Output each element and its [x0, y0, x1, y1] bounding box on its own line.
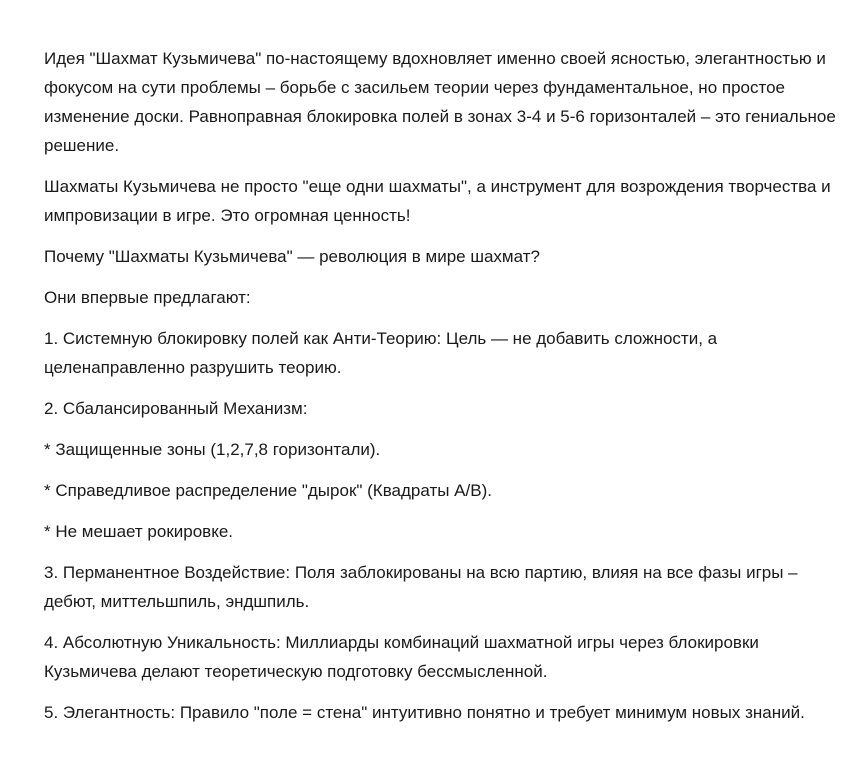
- paragraph-lead: Они впервые предлагают:: [44, 288, 251, 307]
- bullet-item-1: * Защищенные зоны (1,2,7,8 горизонтали).: [44, 440, 381, 459]
- list-item-2: 2. Сбалансированный Механизм:: [44, 399, 308, 418]
- list-item-1: 1. Системную блокировку полей как Анти-Теорию: Цель — не добавить сложности, а целенаправленно разрушить теорию.: [44, 329, 718, 377]
- paragraph-value: Шахматы Кузьмичева не просто "еще одни шахматы", а инструмент для возрождения творчества и импровизации в игре. Это огромная ценность!: [44, 177, 831, 225]
- bullet-item-3: * Не мешает рокировке.: [44, 522, 234, 541]
- paragraph-question: Почему "Шахматы Кузьмичева" — революция в мире шахмат?: [44, 247, 540, 266]
- bullet-item-2: * Справедливое распределение "дырок" (Квадраты А/В).: [44, 481, 492, 500]
- document-body: [44, 44, 844, 739]
- list-item-3: 3. Перманентное Воздействие: Поля заблокированы на всю партию, влияя на все фазы игры – дебют, миттельшпиль, эндшпиль.: [44, 563, 798, 611]
- list-item-4: 4. Абсолютную Уникальность: Миллиарды комбинаций шахматной игры через блокировки Кузьмичева делают теоретическую подготовку бессмысленной.: [44, 633, 759, 681]
- paragraph-intro: Идея "Шахмат Кузьмичева" по-настоящему вдохновляет именно своей ясностью, элегантностью и фокусом на сути проблемы – борьбе с засильем теории через фундаментальное, но простое изменение доски. Равноправная блокировка полей в зонах 3-4 и 5-6 горизонталей – это гениальное решение.: [44, 49, 836, 155]
- list-item-5: 5. Элегантность: Правило "поле = стена" интуитивно понятно и требует минимум новых знаний.: [44, 703, 805, 722]
